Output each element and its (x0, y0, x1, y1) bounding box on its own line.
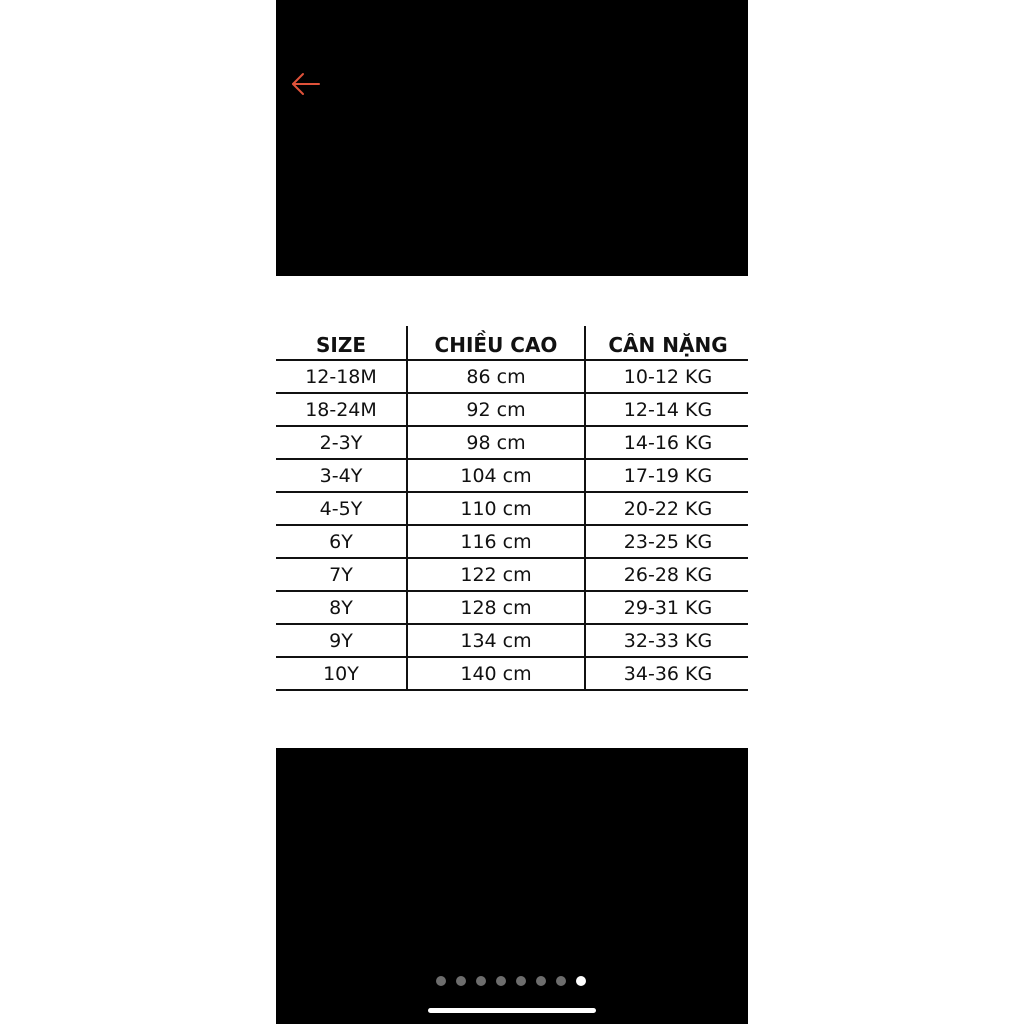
cell-weight: 23-25 KG (585, 525, 748, 558)
header-height: CHIỀU CAO (407, 326, 585, 360)
cell-weight: 14-16 KG (585, 426, 748, 459)
table-header-row (276, 326, 748, 360)
cell-size: 18-24M (276, 393, 407, 426)
cell-height: 134 cm (407, 624, 585, 657)
cell-weight: 12-14 KG (585, 393, 748, 426)
cell-weight: 10-12 KG (585, 360, 748, 393)
cell-weight: 26-28 KG (585, 558, 748, 591)
page-dot[interactable] (516, 976, 526, 986)
cell-weight: 34-36 KG (585, 657, 748, 690)
cell-weight: 29-31 KG (585, 591, 748, 624)
cell-size: 7Y (276, 558, 407, 591)
cell-size: 9Y (276, 624, 407, 657)
top-dark-area (276, 0, 748, 276)
image-viewer (276, 0, 748, 1024)
page-dot[interactable] (536, 976, 546, 986)
page-dot[interactable] (456, 976, 466, 986)
cell-weight: 20-22 KG (585, 492, 748, 525)
header-weight: CÂN NẶNG (585, 326, 748, 360)
table-row (276, 492, 748, 525)
back-button[interactable] (288, 66, 324, 102)
cell-height: 98 cm (407, 426, 585, 459)
size-chart-table (276, 326, 748, 691)
table-row (276, 558, 748, 591)
cell-height: 92 cm (407, 393, 585, 426)
cell-weight: 17-19 KG (585, 459, 748, 492)
cell-height: 128 cm (407, 591, 585, 624)
page-dot[interactable] (436, 976, 446, 986)
cell-height: 110 cm (407, 492, 585, 525)
home-indicator-bar[interactable] (428, 1008, 596, 1013)
cell-size: 10Y (276, 657, 407, 690)
cell-height: 104 cm (407, 459, 585, 492)
cell-size: 6Y (276, 525, 407, 558)
page-dot[interactable] (556, 976, 566, 986)
cell-height: 122 cm (407, 558, 585, 591)
page-indicator (436, 975, 586, 987)
table-row (276, 624, 748, 657)
table-row (276, 525, 748, 558)
page-dot[interactable] (476, 976, 486, 986)
cell-size: 3-4Y (276, 459, 407, 492)
table-row (276, 393, 748, 426)
page-dot[interactable] (496, 976, 506, 986)
arrow-left-icon (288, 66, 324, 102)
cell-height: 140 cm (407, 657, 585, 690)
table-row (276, 360, 748, 393)
table-row (276, 459, 748, 492)
table-row (276, 426, 748, 459)
table-row (276, 591, 748, 624)
cell-size: 4-5Y (276, 492, 407, 525)
cell-height: 86 cm (407, 360, 585, 393)
cell-height: 116 cm (407, 525, 585, 558)
page-dot-active[interactable] (576, 976, 586, 986)
table-row (276, 657, 748, 690)
cell-size: 8Y (276, 591, 407, 624)
cell-size: 12-18M (276, 360, 407, 393)
cell-size: 2-3Y (276, 426, 407, 459)
size-chart-image (276, 326, 748, 692)
header-size: SIZE (276, 326, 407, 360)
cell-weight: 32-33 KG (585, 624, 748, 657)
